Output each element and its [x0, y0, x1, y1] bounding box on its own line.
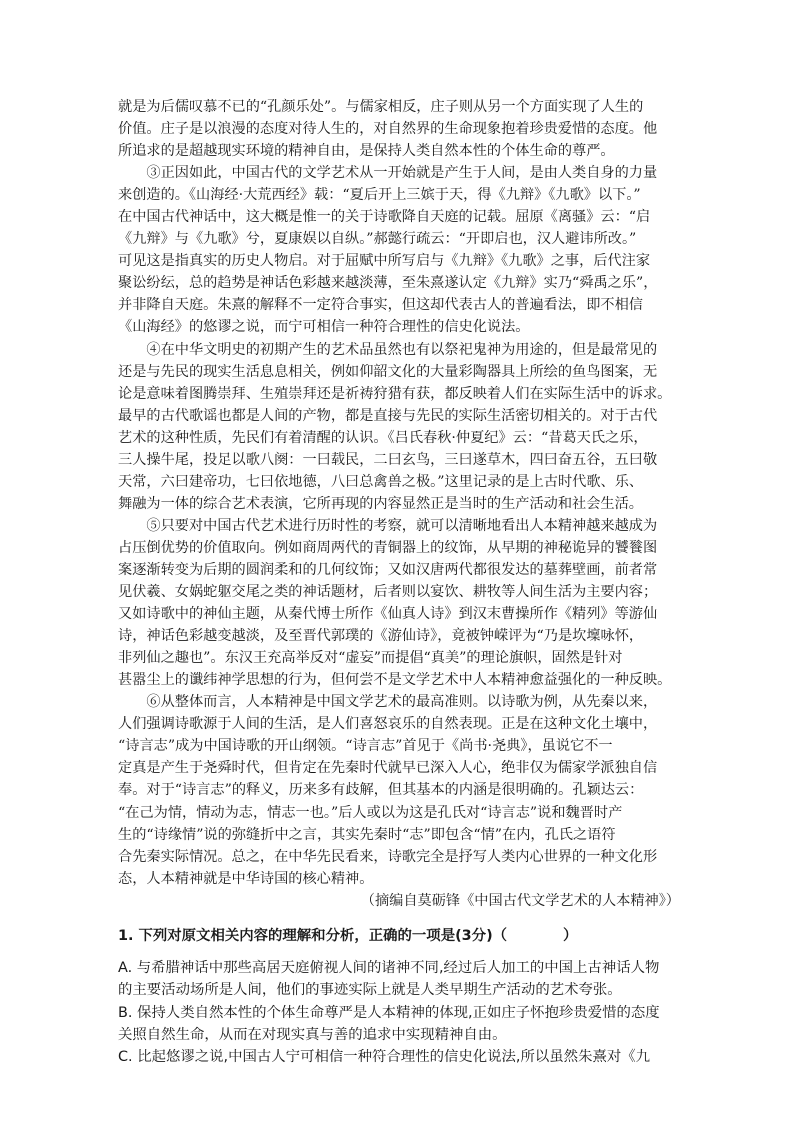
text-line: 舞融为一体的综合艺术表演，它所再现的内容显然正是当时的生产活动和社会生活。 — [118, 495, 643, 512]
text-line: 又如诗歌中的神仙主题，从秦代博士所作《仙真人诗》到汉末曹操所作《精列》等游仙 — [118, 606, 658, 623]
option-line: B. 保持人类自然本性的个体生命尊严是人本精神的体现,正如庄子怀抱珍贵爱惜的态度 — [118, 1004, 660, 1021]
text-line: ⑤只要对中国古代艺术进行历时性的考察，就可以清晰地看出人本精神越来越成为 — [118, 517, 658, 534]
article-body — [118, 96, 682, 912]
paragraph-4 — [118, 339, 682, 515]
paragraph-2-continued — [118, 96, 682, 162]
text-line: ③正因如此，中国古代的文学艺术从一开始就是产生于人间，是由人类自身的力量 — [118, 165, 658, 182]
text-line: 最早的古代歌谣也都是人间的产物，都是直接与先民的实际生活密切相关的。对于古代 — [118, 407, 658, 424]
text-line: 非列仙之趣也”。东汉王充高举反对“虚妄”而提倡“真美”的理论旗帜，固然是针对 — [118, 650, 623, 667]
text-line: 来创造的。《山海经·大荒西经》载：“夏后开上三嫔于天，得《九辩》《九歌》以下。” — [118, 187, 641, 204]
text-line: 生的“诗缘情”说的弥缝折中之言，其实先秦时“志”即包含“情”在内，孔氏之语符 — [118, 826, 616, 843]
text-line: 人们强调诗歌源于人间的生活，是人们喜怒哀乐的自然表现。正是在这种文化土壤中， — [118, 716, 658, 733]
text-line: 价值。庄子是以浪漫的态度对待人生的，对自然界的生命现象抱着珍贵爱惜的态度。他 — [118, 121, 658, 138]
text-line: 《九辩》与《九歌》兮，夏康娱以自纵。”郝懿行疏云：“开即启也，汉人避讳所改。” — [118, 231, 637, 248]
text-line: 合先秦实际情况。总之，在中华先民看来，诗歌完全是抒写人类内心世界的一种文化形 — [118, 848, 658, 865]
text-line: 在中国古代神话中，这大概是惟一的关于诗歌降自天庭的记载。屈原《离骚》云：“启 — [118, 209, 651, 226]
option-c[interactable] — [118, 1046, 682, 1068]
question-title-end: ） — [563, 927, 578, 944]
text-line: 奉。对于“诗言志”的释义，历来多有歧解，但其基本的内涵是很明确的。孔颖达云： — [118, 782, 644, 799]
text-line: 还是与先民的现实生活息息相关，例如仰韶文化的大量彩陶器具上所绘的鱼鸟图案，无 — [118, 363, 658, 380]
text-line: 天常，六曰建帝功，七曰依地德，八曰总禽兽之极。”这里记录的是上古时代歌、乐、 — [118, 473, 644, 490]
text-line: ④在中华文明史的初期产生的艺术品虽然也有以祭祀鬼神为用途的，但是最常见的 — [118, 341, 658, 358]
text-line: 见伏羲、女娲蛇躯交尾之类的神话题材，后者则以宴饮、耕牧等人间生活为主要内容； — [118, 584, 658, 601]
text-line: “在己为情，情动为志，情志一也。”后人或以为这是孔氏对“诗言志”说和魏晋时产 — [118, 804, 623, 821]
option-a[interactable] — [118, 957, 682, 1002]
question-title — [118, 925, 682, 947]
text-line: 定真是产生于尧舜时代，但肯定在先秦时代就早已深入人心，绝非仅为儒家学派独自信 — [118, 760, 658, 777]
option-b[interactable] — [118, 1002, 682, 1047]
question-1 — [118, 925, 682, 1069]
text-line: “诗言志”成为中国诗歌的开山纲领。“诗言志”首见于《尚书·尧典》，虽说它不一 — [118, 738, 613, 755]
text-line: 三人操牛尾，投足以歌八阕：一曰载民，二曰玄鸟，三曰遂草木，四曰奋五谷，五曰敬 — [118, 451, 658, 468]
text-line: 艺术的这种性质，先民们有着清醒的认识。《吕氏春秋·仲夏纪》云：“昔葛天氏之乐， — [118, 429, 648, 446]
option-line: A. 与希腊神话中那些高居天庭俯视人间的诸神不同,经过后人加工的中国上古神话人物 — [118, 959, 660, 976]
text-line: 甚嚣尘上的谶纬神学思想的行为，但何尝不是文学艺术中人本精神愈益强化的一种反映。 — [118, 672, 672, 689]
paragraph-3 — [118, 162, 682, 338]
text-line: 案逐渐转变为后期的圆润柔和的几何纹饰；又如汉唐两代都很发达的墓葬壁画，前者常 — [118, 561, 658, 578]
text-line: 态，人本精神就是中华诗国的核心精神。 — [118, 870, 374, 887]
text-line: 就是为后儒叹慕不已的“孔颜乐处”。与儒家相反，庄子则从另一个方面实现了人生的 — [118, 99, 644, 115]
option-line: 的主要活动场所是人间，他们的事迹实际上就是人类早期生产活动的艺术夸张。 — [118, 982, 622, 999]
text-line: 论是意味着图腾崇拜、生殖崇拜还是祈祷狩猎有获，都反映着人们在实际生活中的诉求。 — [118, 385, 672, 402]
text-line: 《山海经》的悠谬之说，而宁可相信一种符合理性的信史化说法。 — [118, 319, 530, 336]
paragraph-5 — [118, 515, 682, 691]
text-line: 诗，神话色彩越变越淡，及至晋代郭璞的《游仙诗》，竟被钟嵘评为“乃是坎壈咏怀， — [118, 628, 644, 645]
text-line: 所追求的是超越现实环境的精神自由，是保持人类自然本性的个体生命的尊严。 — [118, 143, 615, 160]
paragraph-6 — [118, 691, 682, 889]
text-line: 占压倒优势的价值取向。例如商周两代的青铜器上的纹饰，从早期的神秘诡异的饕餮图 — [118, 539, 658, 556]
option-line: C. 比起悠谬之说,中国古人宁可相信一种符合理性的信史化说法,所以虽然朱熹对《九 — [118, 1049, 651, 1066]
text-line: 并非降自天庭。朱熹的解释不一定符合事实，但这却代表古人的普遍看法，即不相信 — [118, 297, 643, 314]
option-line: 关照自然生命，从而在对现实真与善的追求中实现精神自由。 — [118, 1026, 507, 1043]
question-title-text: 1. 下列对原文相关内容的理解和分析，正确的一项是(3分)（ — [118, 927, 508, 944]
text-line: ⑥从整体而言，人本精神是中国文学艺术的最高准则。以诗歌为例，从先秦以来， — [118, 694, 658, 711]
text-line: 可见这是指真实的历史人物启。对于屈赋中所写启与《九辩》《九歌》之事，后代注家 — [118, 253, 651, 270]
article-source: （摘编自莫砺锋《中国古代文学艺术的人本精神》） — [360, 892, 680, 909]
text-line: 聚讼纷纭，总的趋势是神话色彩越来越淡薄，至朱熹遂认定《九辩》实乃“舜禹之乐”， — [118, 275, 658, 292]
